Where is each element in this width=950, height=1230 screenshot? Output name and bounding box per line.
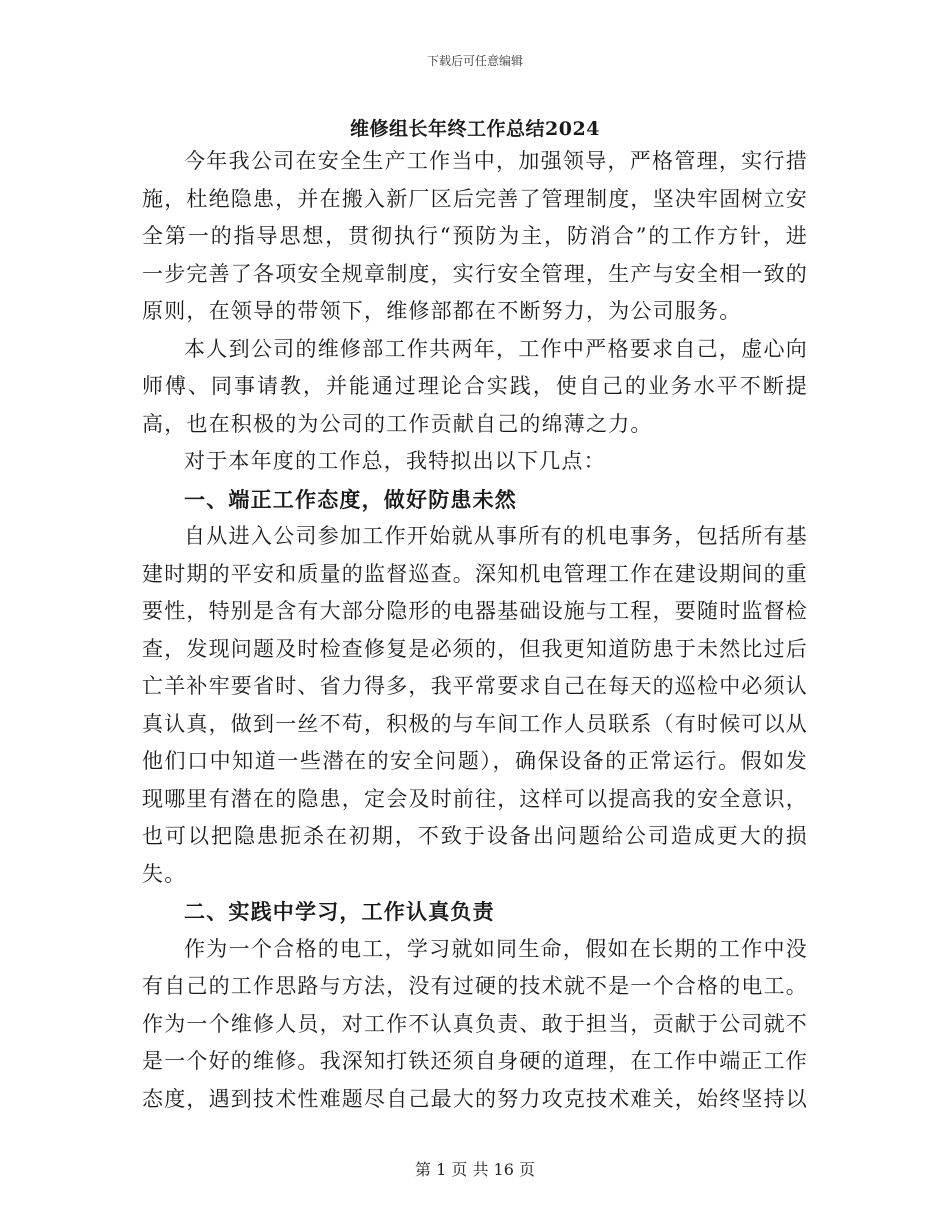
header-note: 下载后可任意编辑 [426,54,523,68]
document-body [142,143,808,1118]
page-footer: 第 1 页 共 16 页 [415,1160,535,1179]
section-heading-2: 二、实践中学习，工作认真负责 [184,899,495,924]
section-text-1: 自从进入公司参加工作开始就从事所有的机电事务，包括所有基建时期的平安和质量的监督巡查。深知机电管理工作在建设期间的重要性，特别是含有大部分隐形的电器基础设施与工程，要随时监督检查，发现问题及时检查修复是必须的，但我更知道防患于未然比过后亡羊补牢要省时、省力得多，我平常要求自己在每天的巡检中必须认真认真，做到一丝不苟，积极的与车间工作人员联系（有时候可以从他们口中知道一些潜在的安全问题），确保设备的正常运行。假如发现哪里有潜在的隐患，定会及时前往，这样可以提高我的安全意识，也可以把隐患扼杀在初期，不致于设备出问题给公司造成更大的损失。 [142,524,808,886]
document-title: 维修组长年终工作总结2024 [350,118,600,140]
paragraph-experience: 本人到公司的维修部工作共两年，工作中严格要求自己，虚心向师傅、同事请教，并能通过理论合实践，使自己的业务水平不断提高，也在积极的为公司的工作贡献自己的绵薄之力。 [142,336,808,436]
section-heading-1: 一、端正工作态度，做好防患未然 [184,486,517,512]
section-text-2: 作为一个合格的电工，学习就如同生命，假如在长期的工作中没有自己的工作思路与方法，没有过硬的技术就不是一个合格的电工。作为一个维修人员，对工作不认真负责、敢于担当，贡献于公司就不是一个好的维修。我深知打铁还须自身硬的道理，在工作中端正工作态度，遇到技术性难题尽自己最大的努力攻克技术难关，始终坚持以 [142,936,808,1111]
paragraph-intro: 今年我公司在安全生产工作当中，加强领导，严格管理，实行措施，杜绝隐患，并在搬入新厂区后完善了管理制度，坚决牢固树立安全第一的指导思想，贯彻执行“预防为主，防消合”的工作方针，进一步完善了各项安全规章制度，实行安全管理，生产与安全相一致的原则，在领导的带领下，维修部都在不断努力，为公司服务。 [142,149,808,323]
paragraph-summary-lead: 对于本年度的工作总，我特拟出以下几点： [184,449,606,473]
